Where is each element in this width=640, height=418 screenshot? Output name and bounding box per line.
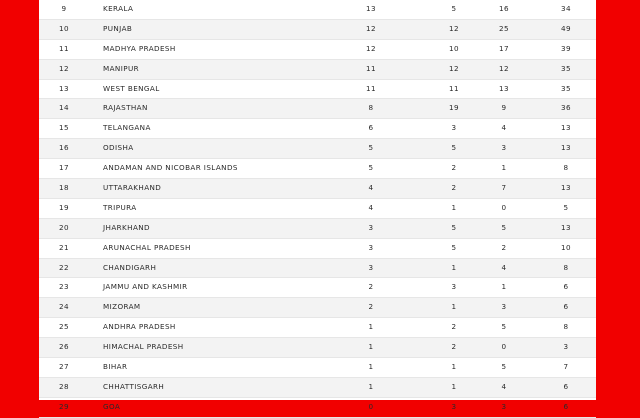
silver-count: 5 bbox=[451, 222, 457, 232]
gold-count: 13 bbox=[366, 4, 376, 13]
state-name: TRIPURA bbox=[103, 202, 137, 212]
rank-cell: 10 bbox=[59, 23, 69, 33]
rank-cell: 28 bbox=[59, 381, 69, 391]
table-row bbox=[39, 239, 596, 259]
bronze-count: 0 bbox=[501, 202, 507, 212]
gold-count: 3 bbox=[368, 222, 374, 232]
state-name: GOA bbox=[103, 401, 121, 411]
rank-cell: 9 bbox=[61, 4, 67, 13]
state-name: ODISHA bbox=[103, 143, 134, 153]
silver-count: 5 bbox=[451, 143, 457, 153]
table-row bbox=[39, 80, 596, 100]
total-count: 49 bbox=[561, 23, 571, 33]
bronze-count: 2 bbox=[501, 242, 507, 252]
state-name: TELANGANA bbox=[103, 123, 151, 133]
gold-count: 1 bbox=[368, 381, 374, 391]
gold-count: 6 bbox=[368, 123, 374, 133]
total-count: 13 bbox=[561, 222, 571, 232]
total-count: 36 bbox=[561, 103, 571, 113]
state-name: ANDAMAN AND NICOBAR ISLANDS bbox=[103, 163, 238, 173]
table-row bbox=[39, 159, 596, 179]
state-name: BIHAR bbox=[103, 362, 128, 372]
rank-cell: 18 bbox=[59, 183, 69, 193]
bronze-count: 13 bbox=[499, 83, 509, 93]
state-name: WEST BENGAL bbox=[103, 83, 160, 93]
total-count: 13 bbox=[561, 123, 571, 133]
rank-cell: 21 bbox=[59, 242, 69, 252]
bronze-count: 16 bbox=[499, 4, 509, 13]
state-name: JHARKHAND bbox=[103, 222, 150, 232]
silver-count: 2 bbox=[451, 322, 457, 332]
rank-cell: 16 bbox=[59, 143, 69, 153]
gold-count: 1 bbox=[368, 322, 374, 332]
bronze-count: 9 bbox=[501, 103, 507, 113]
total-count: 13 bbox=[561, 183, 571, 193]
state-name: ARUNACHAL PRADESH bbox=[103, 242, 191, 252]
rank-cell: 27 bbox=[59, 362, 69, 372]
rank-cell: 20 bbox=[59, 222, 69, 232]
silver-count: 5 bbox=[451, 4, 457, 13]
rank-cell: 15 bbox=[59, 123, 69, 133]
table-row bbox=[39, 358, 596, 378]
gold-count: 12 bbox=[366, 43, 376, 53]
gold-count: 12 bbox=[366, 23, 376, 33]
gold-count: 1 bbox=[368, 342, 374, 352]
total-count: 13 bbox=[561, 143, 571, 153]
bronze-count: 4 bbox=[501, 123, 507, 133]
total-count: 8 bbox=[563, 262, 569, 272]
rank-cell: 23 bbox=[59, 282, 69, 292]
table-row bbox=[39, 259, 596, 279]
silver-count: 5 bbox=[451, 242, 457, 252]
silver-count: 1 bbox=[451, 362, 457, 372]
table-row bbox=[39, 398, 596, 418]
table-row bbox=[39, 119, 596, 139]
bronze-count: 3 bbox=[501, 302, 507, 312]
silver-count: 12 bbox=[449, 63, 459, 73]
table-row bbox=[39, 219, 596, 239]
silver-count: 2 bbox=[451, 183, 457, 193]
bronze-count: 25 bbox=[499, 23, 509, 33]
gold-count: 3 bbox=[368, 242, 374, 252]
silver-count: 1 bbox=[451, 262, 457, 272]
total-count: 3 bbox=[563, 342, 569, 352]
silver-count: 1 bbox=[451, 202, 457, 212]
bronze-count: 7 bbox=[501, 183, 507, 193]
gold-count: 1 bbox=[368, 362, 374, 372]
silver-count: 1 bbox=[451, 381, 457, 391]
silver-count: 19 bbox=[449, 103, 459, 113]
total-count: 35 bbox=[561, 83, 571, 93]
gold-count: 5 bbox=[368, 163, 374, 173]
bronze-count: 17 bbox=[499, 43, 509, 53]
bronze-count: 1 bbox=[501, 163, 507, 173]
table-row bbox=[39, 179, 596, 199]
silver-count: 2 bbox=[451, 163, 457, 173]
bronze-count: 0 bbox=[501, 342, 507, 352]
state-name: RAJASTHAN bbox=[103, 103, 148, 113]
bronze-count: 3 bbox=[501, 401, 507, 411]
total-count: 35 bbox=[561, 63, 571, 73]
bronze-count: 1 bbox=[501, 282, 507, 292]
total-count: 6 bbox=[563, 302, 569, 312]
silver-count: 11 bbox=[449, 83, 459, 93]
gold-count: 2 bbox=[368, 302, 374, 312]
silver-count: 1 bbox=[451, 302, 457, 312]
state-name: KERALA bbox=[103, 4, 134, 13]
gold-count: 8 bbox=[368, 103, 374, 113]
state-name: MANIPUR bbox=[103, 63, 140, 73]
rank-cell: 11 bbox=[59, 43, 69, 53]
silver-count: 3 bbox=[451, 282, 457, 292]
total-count: 7 bbox=[563, 362, 569, 372]
table-row bbox=[39, 278, 596, 298]
bronze-count: 5 bbox=[501, 222, 507, 232]
bronze-count: 12 bbox=[499, 63, 509, 73]
table-row bbox=[39, 99, 596, 119]
rank-cell: 22 bbox=[59, 262, 69, 272]
gold-count: 4 bbox=[368, 202, 374, 212]
total-count: 34 bbox=[561, 4, 571, 13]
bronze-count: 4 bbox=[501, 381, 507, 391]
gold-count: 11 bbox=[366, 83, 376, 93]
table-row bbox=[39, 0, 596, 20]
state-name: CHANDIGARH bbox=[103, 262, 157, 272]
state-name: PUNJAB bbox=[103, 23, 133, 33]
rank-cell: 29 bbox=[59, 401, 69, 411]
silver-count: 3 bbox=[451, 123, 457, 133]
bronze-count: 5 bbox=[501, 362, 507, 372]
table-row bbox=[39, 199, 596, 219]
silver-count: 2 bbox=[451, 342, 457, 352]
total-count: 10 bbox=[561, 242, 571, 252]
gold-count: 0 bbox=[368, 401, 374, 411]
state-name: ANDHRA PRADESH bbox=[103, 322, 176, 332]
medal-table bbox=[39, 0, 596, 418]
state-name: MADHYA PRADESH bbox=[103, 43, 176, 53]
table-row bbox=[39, 378, 596, 398]
rank-cell: 14 bbox=[59, 103, 69, 113]
gold-count: 4 bbox=[368, 183, 374, 193]
total-count: 39 bbox=[561, 43, 571, 53]
total-count: 8 bbox=[563, 163, 569, 173]
state-name: UTTARAKHAND bbox=[103, 183, 162, 193]
total-count: 6 bbox=[563, 401, 569, 411]
state-name: MIZORAM bbox=[103, 302, 141, 312]
state-name: HIMACHAL PRADESH bbox=[103, 342, 184, 352]
table-row bbox=[39, 139, 596, 159]
medal-table-sheet bbox=[39, 0, 596, 411]
gold-count: 5 bbox=[368, 143, 374, 153]
rank-cell: 17 bbox=[59, 163, 69, 173]
silver-count: 3 bbox=[451, 401, 457, 411]
silver-count: 12 bbox=[449, 23, 459, 33]
table-row bbox=[39, 40, 596, 60]
table-row bbox=[39, 318, 596, 338]
state-name: JAMMU AND KASHMIR bbox=[103, 282, 188, 292]
bronze-count: 3 bbox=[501, 143, 507, 153]
total-count: 8 bbox=[563, 322, 569, 332]
rank-cell: 26 bbox=[59, 342, 69, 352]
total-count: 5 bbox=[563, 202, 569, 212]
table-row bbox=[39, 60, 596, 80]
table-row bbox=[39, 298, 596, 318]
gold-count: 3 bbox=[368, 262, 374, 272]
rank-cell: 24 bbox=[59, 302, 69, 312]
table-row bbox=[39, 20, 596, 40]
gold-count: 2 bbox=[368, 282, 374, 292]
total-count: 6 bbox=[563, 381, 569, 391]
rank-cell: 19 bbox=[59, 202, 69, 212]
total-count: 6 bbox=[563, 282, 569, 292]
silver-count: 10 bbox=[449, 43, 459, 53]
rank-cell: 12 bbox=[59, 63, 69, 73]
bronze-count: 5 bbox=[501, 322, 507, 332]
rank-cell: 13 bbox=[59, 83, 69, 93]
table-row bbox=[39, 338, 596, 358]
gold-count: 11 bbox=[366, 63, 376, 73]
bronze-count: 4 bbox=[501, 262, 507, 272]
rank-cell: 25 bbox=[59, 322, 69, 332]
state-name: CHHATTISGARH bbox=[103, 381, 165, 391]
